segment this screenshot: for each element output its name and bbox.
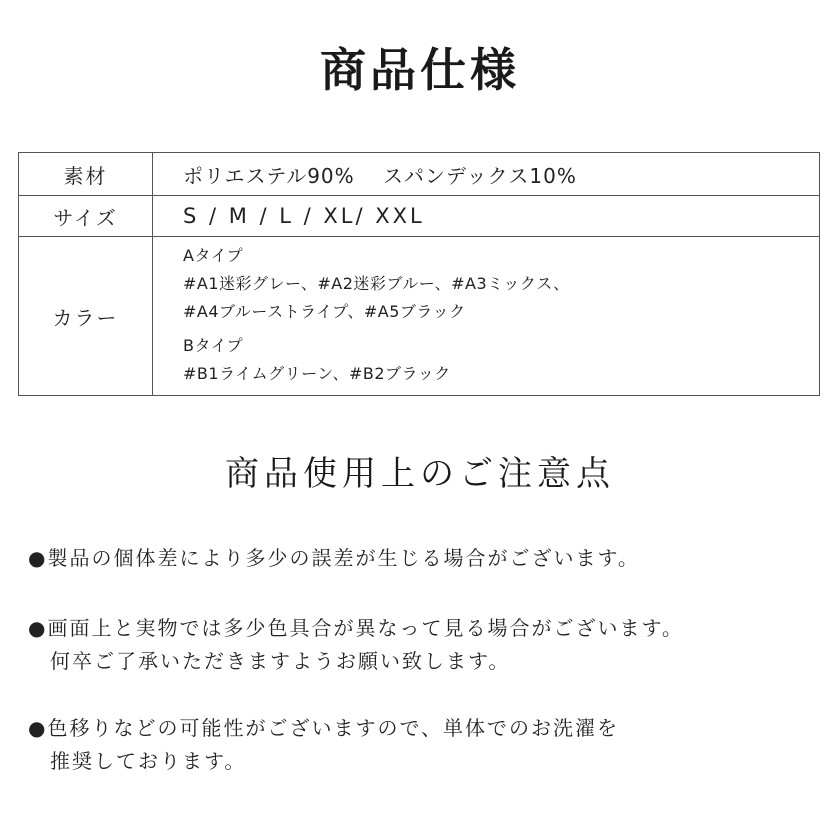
caution-note: [28, 542, 818, 575]
material-label: 素材: [19, 153, 153, 196]
caution-note: [28, 712, 818, 778]
caution-note-line: 何卒ご了承いただきますようお願い致します。: [50, 649, 511, 673]
color-group-b-line: #B1ライムグリーン、#B2ブラック: [183, 364, 451, 383]
color-label: カラー: [19, 237, 153, 396]
material-row: [19, 153, 820, 196]
material-value: ポリエステル90% スパンデックス10%: [153, 153, 820, 196]
color-group-b: [183, 332, 819, 388]
size-label: サイズ: [19, 196, 153, 237]
color-value: [153, 237, 820, 396]
spec-table: [18, 152, 820, 396]
color-row: [19, 237, 820, 396]
spec-title: 商品仕様: [320, 43, 520, 97]
size-row: [19, 196, 820, 237]
caution-note-line: ●製品の個体差により多少の誤差が生じる場合がございます。: [28, 546, 640, 570]
caution-note-line: 推奨しております。: [50, 749, 247, 773]
caution-title: 商品使用上のご注意点: [225, 454, 615, 494]
color-group-a: [183, 242, 819, 326]
color-group-a-line: #A1迷彩グレー、#A2迷彩ブルー、#A3ミックス、: [183, 274, 570, 293]
color-group-a-line: #A4ブルーストライプ、#A5ブラック: [183, 302, 466, 321]
caution-note-line: ●色移りなどの可能性がございますので、単体でのお洗濯を: [28, 716, 620, 740]
size-value: S / M / L / XL/ XXL: [153, 196, 820, 237]
caution-note: [28, 612, 818, 678]
caution-note-line: ●画面上と実物では多少色具合が異なって見る場合がございます。: [28, 616, 684, 640]
color-group-b-title: Bタイプ: [183, 336, 244, 355]
color-options: [183, 238, 819, 394]
color-group-a-title: Aタイプ: [183, 246, 244, 265]
